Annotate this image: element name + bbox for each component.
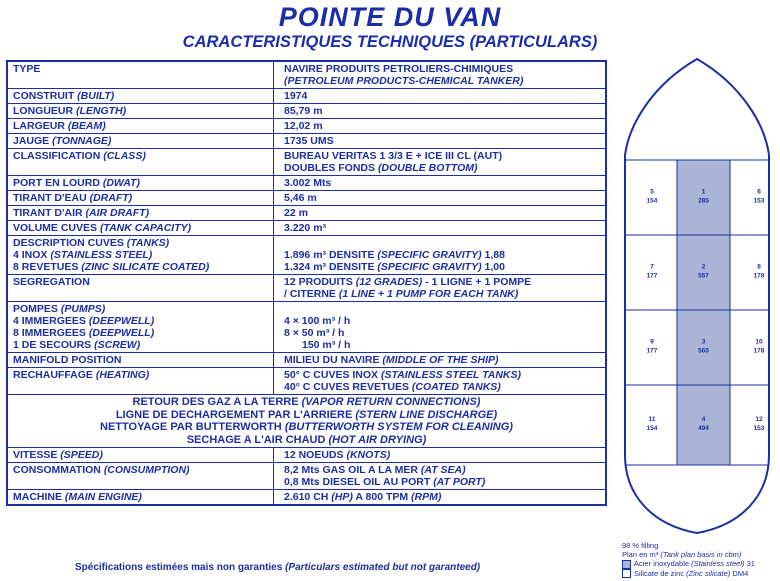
page-title: POINTE DU VAN — [278, 2, 502, 32]
manifold-value — [274, 353, 607, 368]
manifold-label: MANIFOLD POSITION — [7, 353, 274, 368]
length-label: LONGUEUR — [13, 105, 74, 117]
row-label — [7, 490, 274, 506]
table-row — [7, 89, 606, 104]
tank-number: 1 — [701, 188, 706, 196]
length-value: 85,79 m — [274, 104, 607, 119]
row-label — [7, 134, 274, 149]
speed-value — [274, 448, 607, 463]
tank-plan-legend — [622, 541, 755, 578]
speed-val-en: (KNOTS) — [346, 449, 391, 461]
legend-zinc — [622, 569, 755, 579]
stainless-swatch — [622, 560, 631, 569]
row-label — [7, 236, 274, 275]
capacity-label: VOLUME CUVES — [13, 222, 98, 234]
tank-volume: 154 — [646, 425, 658, 432]
row-label — [7, 206, 274, 221]
engine-label-en: (MAIN ENGINE) — [64, 491, 142, 503]
class-label-en: (CLASS) — [103, 150, 146, 162]
plan-note-fr: Plan en m³ — [622, 550, 659, 559]
tank-number: 4 — [701, 416, 706, 423]
segregation-label: SEGREGATION — [7, 275, 274, 302]
tanks-val-2-sg: 1,00 — [484, 261, 505, 273]
tonnage-label: JAUGE — [13, 135, 50, 147]
dwat-value: 3.002 Mts — [274, 176, 607, 191]
segregation-value — [274, 275, 607, 302]
row-label — [7, 302, 274, 353]
table-row — [7, 353, 606, 368]
beam-label: LARGEUR — [13, 120, 65, 132]
tank-number: 7 — [650, 263, 654, 271]
tank-grid — [625, 160, 769, 465]
pumps-value — [274, 302, 607, 353]
tank-volume: 560 — [698, 347, 709, 355]
systems-cell — [7, 395, 606, 448]
heating-label-en: (HEATING) — [95, 369, 150, 381]
table-row — [7, 176, 606, 191]
system-2: LIGNE DE DECHARGEMENT PAR L'ARRIERE — [115, 408, 353, 421]
row-label — [7, 221, 274, 236]
tank-number: 6 — [757, 188, 761, 196]
pumps-line-2: 8 IMMERGEES — [13, 327, 86, 339]
heating-label: RECHAUFFAGE — [13, 369, 93, 381]
system-4: SECHAGE A L'AIR CHAUD — [186, 433, 326, 446]
tanks-label: DESCRIPTION CUVES — [13, 237, 124, 249]
heating-value — [274, 368, 607, 395]
table-row — [7, 395, 606, 448]
table-row — [7, 236, 606, 275]
zinc-swatch — [622, 569, 631, 578]
seg-v2-en: (1 LINE + 1 PUMP FOR EACH TANK) — [338, 288, 519, 300]
tank-volume: 177 — [646, 347, 658, 355]
speed-val: 12 NOEUDS — [284, 449, 344, 461]
system-3-en: (BUTTERWORTH SYSTEM FOR CLEANING) — [284, 421, 513, 433]
tanks-val-2: 1.324 m³ DENSITE — [284, 261, 375, 273]
table-row — [7, 104, 606, 119]
seg-v1-en: (12 GRADES) — [355, 276, 423, 288]
tank-number: 8 — [757, 263, 761, 271]
draft-label: TIRANT D'EAU — [13, 192, 87, 204]
class-value-2-en: (DOUBLE BOTTOM) — [377, 162, 478, 174]
capacity-value: 3.220 m³ — [274, 221, 607, 236]
tanks-line-1-en: (STAINLESS STEEL) — [50, 249, 153, 261]
system-1: RETOUR DES GAZ A LA TERRE — [132, 396, 299, 408]
pumps-line-1-en: (DEEPWELL) — [88, 315, 155, 327]
built-label: CONSTRUIT — [13, 90, 75, 102]
draft-label-en: (DRAFT) — [89, 192, 133, 204]
tank-volume: 557 — [698, 272, 709, 280]
plan-note-en: (Tank plan basis in cbm) — [660, 550, 742, 559]
engine-value — [274, 490, 607, 506]
table-row — [7, 463, 606, 490]
row-label — [7, 104, 274, 119]
row-label — [7, 448, 274, 463]
tanks-val-1-en: (SPECIFIC GRAVITY) — [377, 249, 482, 261]
dwat-label: PORT EN LOURD — [13, 177, 100, 189]
speed-label-en: (SPEED) — [60, 449, 103, 461]
tank-number: 2 — [701, 263, 706, 271]
table-row — [7, 206, 606, 221]
air-draft-label: TIRANT D'AIR — [13, 207, 83, 219]
pumps-val-2: 8 × 50 m³ / h — [284, 327, 345, 339]
tanks-val-1-sg: 1,88 — [484, 249, 505, 261]
heating-val-1: 50° C CUVES INOX — [284, 369, 379, 381]
disclaimer — [75, 562, 480, 573]
table-row — [7, 490, 606, 506]
draft-value: 5,46 m — [274, 191, 607, 206]
row-label — [7, 119, 274, 134]
consumption-val-2: 0,8 Mts DIESEL OIL AU PORT — [284, 476, 431, 488]
class-value-2: DOUBLES FONDS — [284, 162, 376, 174]
system-4-en: (HOT AIR DRYING) — [328, 433, 427, 446]
disclaimer-en: (Particulars estimated but not garanteed) — [285, 562, 481, 573]
table-row — [7, 368, 606, 395]
tanks-label-en: (TANKS) — [126, 237, 170, 249]
heating-val-2-en: (COATED TANKS) — [411, 381, 501, 393]
page-subtitle: CARACTERISTIQUES TECHNIQUES (PARTICULARS) — [182, 33, 598, 51]
legend-zs-en: (Zinc silicate) — [686, 568, 731, 578]
manifold-val-en: (MIDDLE OF THE SHIP) — [382, 354, 499, 366]
consumption-val-2-en: (AT PORT) — [433, 476, 486, 488]
legend-zs-fr: Silicate de zinc — [634, 568, 685, 578]
consumption-label-en: (CONSUMPTION) — [103, 464, 190, 476]
engine-label: MACHINE — [13, 491, 62, 503]
legend-ss-fr: Acier inoxydable — [634, 559, 690, 568]
seg-v1: 12 PRODUITS — [284, 276, 353, 288]
tank-volume: 154 — [646, 197, 658, 205]
tank-volume: 178 — [753, 347, 765, 355]
tank-volume: 285 — [698, 197, 709, 205]
tank-volume: 153 — [753, 197, 765, 205]
row-label — [7, 89, 274, 104]
legend-ss-code: 31 — [746, 559, 755, 568]
consumption-label: CONSOMMATION — [13, 464, 101, 476]
consumption-val-1-en: (AT SEA) — [420, 464, 466, 476]
table-row — [7, 134, 606, 149]
built-label-en: (BUILT) — [77, 90, 115, 102]
pumps-line-2-en: (DEEPWELL) — [88, 327, 155, 339]
pumps-line-1: 4 IMMERGEES — [13, 315, 86, 327]
tank-volume: 177 — [646, 272, 658, 280]
tanks-val-1: 1.896 m³ DENSITE — [284, 249, 375, 261]
built-value: 1974 — [274, 89, 607, 104]
row-label — [7, 368, 274, 395]
beam-label-en: (BEAM) — [67, 120, 106, 132]
tanks-value — [274, 236, 607, 275]
row-label — [7, 149, 274, 176]
tonnage-value: 1735 UMS — [274, 134, 607, 149]
pumps-label-en: (PUMPS) — [60, 303, 106, 315]
consumption-value — [274, 463, 607, 490]
engine-val: 2.610 CH — [284, 491, 329, 503]
legend-zs-code: DM4 — [732, 568, 749, 578]
tanks-line-1: 4 INOX — [13, 249, 48, 261]
class-label: CLASSIFICATION — [13, 150, 101, 162]
air-draft-label-en: (AIR DRAFT) — [85, 207, 150, 219]
tank-number: 12 — [755, 416, 763, 423]
engine-val-hp: (HP) — [331, 491, 353, 503]
tank-plan-diagram — [622, 55, 772, 539]
beam-value: 12,02 m — [274, 119, 607, 134]
type-value-en: (PETROLEUM PRODUCTS-CHEMICAL TANKER) — [284, 75, 524, 87]
seg-v2: / CITERNE — [284, 288, 336, 300]
row-value — [274, 61, 607, 89]
pumps-val-3: 150 m³ / h — [302, 339, 351, 351]
table-row — [7, 61, 606, 89]
tank-number: 10 — [755, 338, 763, 346]
tank-volume: 178 — [753, 272, 765, 280]
disclaimer-fr: Spécifications estimées mais non garanties — [75, 562, 283, 573]
consumption-val-1: 8,2 Mts GAS OIL A LA MER — [284, 464, 418, 476]
air-draft-value: 22 m — [274, 206, 607, 221]
table-row — [7, 191, 606, 206]
manifold-val: MILIEU DU NAVIRE — [284, 354, 380, 366]
table-row — [7, 275, 606, 302]
legend-stainless — [622, 559, 755, 569]
table-row — [7, 119, 606, 134]
length-label-en: (LENGTH) — [76, 105, 127, 117]
type-value: NAVIRE PRODUITS PETROLIERS-CHIMIQUES — [284, 63, 514, 75]
row-label — [7, 176, 274, 191]
heating-val-1-en: (STAINLESS STEEL TANKS) — [380, 369, 521, 381]
tank-number: 9 — [650, 338, 654, 346]
tank-number: 3 — [701, 338, 706, 346]
system-2-en: (STERN LINE DISCHARGE) — [355, 408, 498, 421]
filling-note: 98 % filling — [622, 541, 659, 550]
system-1-en: (VAPOR RETURN CONNECTIONS) — [301, 396, 481, 408]
seg-v1-tail: - 1 LIGNE + 1 POMPE — [425, 276, 532, 288]
capacity-label-en: (TANK CAPACITY) — [99, 222, 192, 234]
pumps-label: POMPES — [13, 303, 58, 315]
engine-val-rpm: A 800 TPM — [355, 491, 409, 503]
table-row — [7, 149, 606, 176]
row-label — [7, 463, 274, 490]
tank-volume: 153 — [753, 425, 765, 432]
tank-volume: 494 — [698, 425, 709, 432]
class-value-1: BUREAU VERITAS 1 3/3 E + ICE III CL (AUT) — [284, 150, 503, 162]
tanks-val-2-en: (SPECIFIC GRAVITY) — [377, 261, 482, 273]
row-label: TYPE — [7, 61, 274, 89]
heating-val-2: 40° C CUVES REVETUES — [284, 381, 409, 393]
tanks-line-2: 8 REVETUES — [13, 261, 79, 273]
tanks-line-2-en: (ZINC SILICATE COATED) — [81, 261, 210, 273]
table-row — [7, 448, 606, 463]
tank-number: 5 — [650, 188, 654, 196]
table-row — [7, 221, 606, 236]
table-row — [7, 302, 606, 353]
pumps-val-1: 4 × 100 m³ / h — [284, 315, 351, 327]
dwat-label-en: (DWAT) — [102, 177, 140, 189]
class-value — [274, 149, 607, 176]
tank-number: 11 — [648, 416, 656, 423]
legend-ss-en: (Stainless steel) — [691, 559, 745, 568]
plan-note — [622, 550, 755, 559]
engine-val-rpm-en: (RPM) — [411, 491, 442, 503]
tonnage-label-en: (TONNAGE) — [52, 135, 112, 147]
pumps-line-3: 1 DE SECOURS — [13, 339, 92, 351]
row-label — [7, 191, 274, 206]
system-3: NETTOYAGE PAR BUTTERWORTH — [100, 421, 282, 433]
particulars-table — [6, 60, 607, 506]
pumps-line-3-en: (SCREW) — [94, 339, 141, 351]
speed-label: VITESSE — [13, 449, 58, 461]
